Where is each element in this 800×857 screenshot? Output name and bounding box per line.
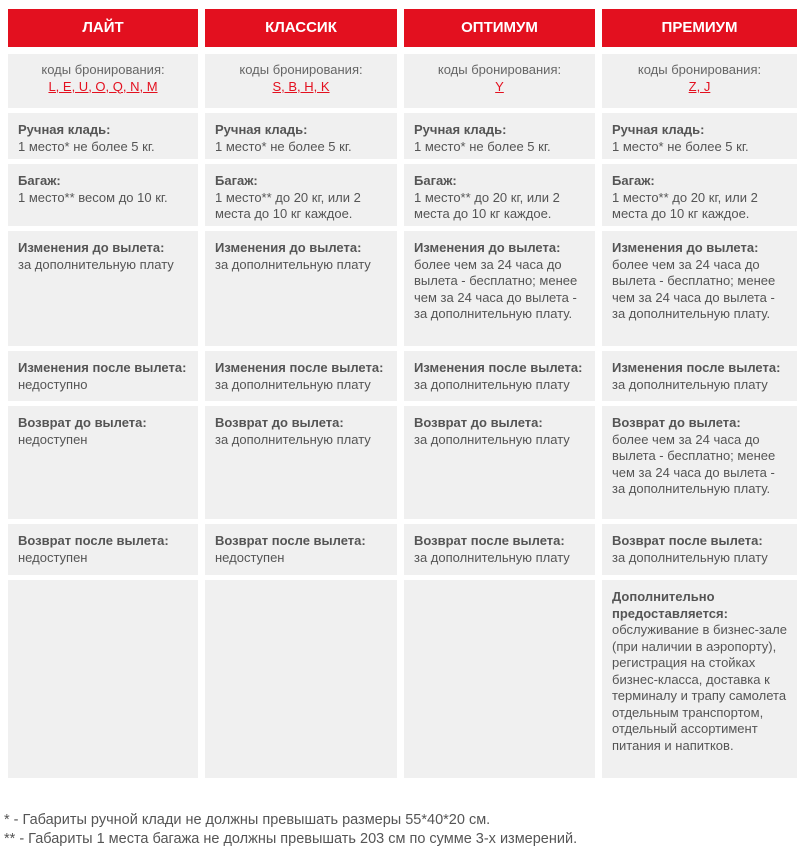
changes-after-title: Изменения после вылета:	[612, 360, 781, 375]
changes-before-text: более чем за 24 часа до вылета - бесплатно; менее чем за 24 часа до вылета - за дополнительную плату.	[414, 256, 578, 321]
hand-luggage-title: Ручная кладь:	[414, 122, 507, 137]
extras-text: обслуживание в бизнес-зале (при наличии в аэропорту), регистрация на стойках бизнес-класса, доставка к терминалу и трапу самолета отдельным транспортом, отдельный ассортимент питания и напитков.	[612, 622, 787, 753]
baggage-title: Багаж:	[414, 173, 457, 188]
booking-codes-cell	[205, 54, 397, 108]
changes-after-title: Изменения после вылета:	[414, 360, 583, 375]
extras-cell	[602, 580, 797, 778]
refund-before-title: Возврат до вылета:	[612, 415, 741, 430]
booking-codes-label: коды бронирования:	[437, 62, 562, 77]
changes-after-cell	[404, 351, 595, 401]
refund-before-cell	[205, 406, 397, 519]
changes-after-cell	[205, 351, 397, 401]
booking-codes-label: коды бронирования:	[637, 62, 762, 77]
booking-codes-cell	[602, 54, 797, 108]
refund-after-cell	[205, 524, 397, 575]
tariff-header-premium: ПРЕМИУМ	[602, 9, 797, 47]
refund-before-cell	[8, 406, 198, 519]
baggage-title: Багаж:	[215, 173, 258, 188]
booking-codes-link[interactable]: Y	[495, 78, 504, 94]
tariff-table	[8, 9, 796, 783]
hand-luggage-text: 1 место* не более 5 кг.	[18, 138, 155, 154]
refund-after-cell	[602, 524, 797, 575]
changes-after-text: за дополнительную плату	[612, 376, 768, 392]
extras-title: Дополнительно предоставляется:	[612, 589, 728, 621]
tariff-header-classic: КЛАССИК	[205, 9, 397, 47]
changes-after-title: Изменения после вылета:	[215, 360, 384, 375]
refund-before-text: более чем за 24 часа до вылета - бесплатно; менее чем за 24 часа до вылета - за дополнительную плату.	[612, 431, 776, 496]
hand-luggage-title: Ручная кладь:	[18, 122, 111, 137]
refund-after-cell	[8, 524, 198, 575]
refund-after-title: Возврат после вылета:	[18, 533, 169, 548]
baggage-cell	[205, 164, 397, 226]
changes-after-text: за дополнительную плату	[414, 376, 570, 392]
booking-codes-label: коды бронирования:	[41, 62, 165, 77]
footnote-hand-luggage: * - Габариты ручной клади не должны превышать размеры 55*40*20 см.	[4, 812, 491, 828]
changes-after-cell	[602, 351, 797, 401]
refund-before-title: Возврат до вылета:	[18, 415, 147, 430]
booking-codes-link[interactable]: L, E, U, O, Q, N, M	[48, 78, 158, 94]
hand-luggage-cell	[404, 113, 595, 159]
refund-after-cell	[404, 524, 595, 575]
booking-codes-link[interactable]: S, B, H, K	[272, 78, 330, 94]
baggage-cell	[404, 164, 595, 226]
hand-luggage-title: Ручная кладь:	[612, 122, 705, 137]
refund-before-title: Возврат до вылета:	[414, 415, 543, 430]
hand-luggage-text: 1 место* не более 5 кг.	[612, 138, 749, 154]
footnote-baggage: ** - Габариты 1 места багажа не должны превышать 203 см по сумме 3-х измерений.	[4, 831, 578, 847]
changes-before-cell	[205, 231, 397, 346]
refund-after-text: недоступен	[18, 549, 88, 565]
changes-before-cell	[602, 231, 797, 346]
baggage-title: Багаж:	[612, 173, 655, 188]
baggage-text: 1 место** весом до 10 кг.	[18, 189, 168, 205]
changes-before-title: Изменения до вылета:	[18, 240, 165, 255]
refund-after-text: за дополнительную плату	[612, 549, 768, 565]
refund-after-title: Возврат после вылета:	[612, 533, 763, 548]
hand-luggage-text: 1 место* не более 5 кг.	[414, 138, 551, 154]
changes-before-title: Изменения до вылета:	[215, 240, 362, 255]
booking-codes-link[interactable]: Z, J	[688, 78, 711, 94]
hand-luggage-cell	[8, 113, 198, 159]
extras-cell	[404, 580, 595, 778]
changes-after-text: за дополнительную плату	[215, 376, 371, 392]
refund-after-text: недоступен	[215, 549, 285, 565]
baggage-text: 1 место** до 20 кг, или 2 места до 10 кг каждое.	[612, 189, 758, 221]
changes-before-cell	[8, 231, 198, 346]
changes-before-cell	[404, 231, 595, 346]
hand-luggage-cell	[602, 113, 797, 159]
hand-luggage-text: 1 место* не более 5 кг.	[215, 138, 352, 154]
tariff-header-lite: ЛАЙТ	[8, 9, 198, 47]
booking-codes-cell	[404, 54, 595, 108]
refund-after-title: Возврат после вылета:	[215, 533, 366, 548]
changes-before-text: за дополнительную плату	[215, 256, 371, 272]
baggage-cell	[8, 164, 198, 226]
changes-after-text: недоступно	[18, 376, 88, 392]
baggage-text: 1 место** до 20 кг, или 2 места до 10 кг каждое.	[215, 189, 361, 221]
refund-before-text: за дополнительную плату	[215, 431, 371, 447]
changes-after-cell	[8, 351, 198, 401]
extras-cell	[205, 580, 397, 778]
changes-before-title: Изменения до вылета:	[612, 240, 759, 255]
refund-before-cell	[404, 406, 595, 519]
changes-before-text: за дополнительную плату	[18, 256, 174, 272]
footnotes	[4, 811, 577, 849]
refund-before-text: за дополнительную плату	[414, 431, 570, 447]
tariff-header-optimum: ОПТИМУМ	[404, 9, 595, 47]
refund-after-text: за дополнительную плату	[414, 549, 570, 565]
hand-luggage-cell	[205, 113, 397, 159]
refund-after-title: Возврат после вылета:	[414, 533, 565, 548]
booking-codes-label: коды бронирования:	[239, 62, 363, 77]
booking-codes-cell	[8, 54, 198, 108]
refund-before-cell	[602, 406, 797, 519]
refund-before-text: недоступен	[18, 431, 88, 447]
changes-after-title: Изменения после вылета:	[18, 360, 187, 375]
refund-before-title: Возврат до вылета:	[215, 415, 344, 430]
baggage-text: 1 место** до 20 кг, или 2 места до 10 кг каждое.	[414, 189, 560, 221]
changes-before-text: более чем за 24 часа до вылета - бесплатно; менее чем за 24 часа до вылета - за дополнительную плату.	[612, 256, 776, 321]
changes-before-title: Изменения до вылета:	[414, 240, 561, 255]
baggage-title: Багаж:	[18, 173, 61, 188]
baggage-cell	[602, 164, 797, 226]
extras-cell	[8, 580, 198, 778]
hand-luggage-title: Ручная кладь:	[215, 122, 308, 137]
